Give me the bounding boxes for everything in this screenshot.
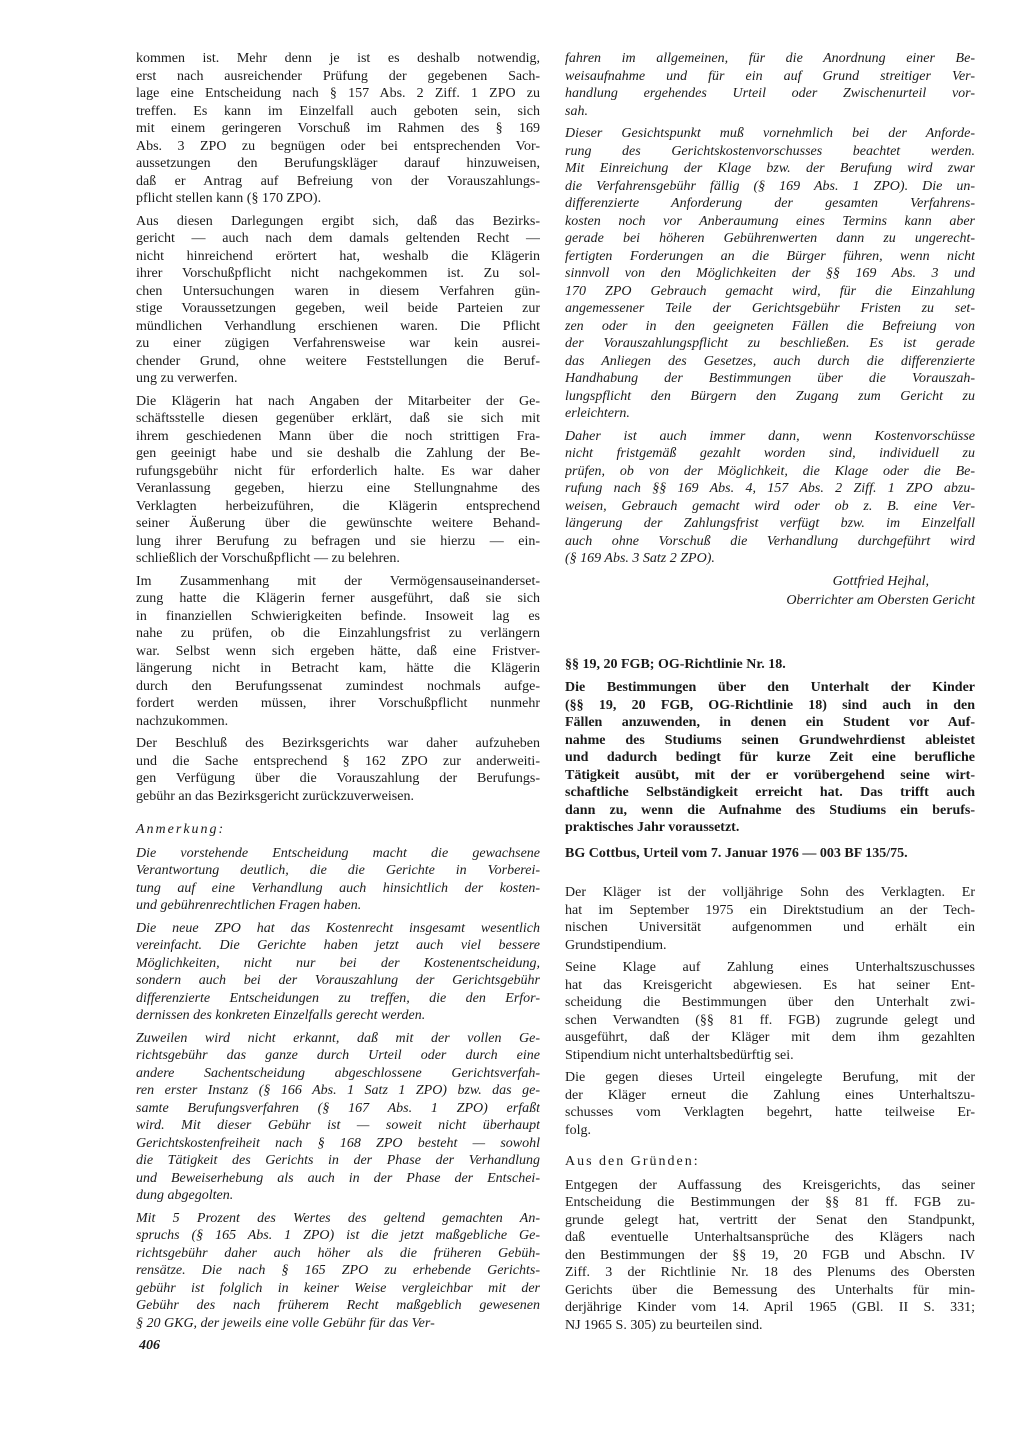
right-column <box>565 50 975 1339</box>
text-line: ihrem geschiedenen Mann über die noch strittigen Fra- <box>136 428 540 444</box>
text-line: differenzierte Anforderung der gesamten Verfahrens- <box>565 196 975 211</box>
text-line: Möglichkeiten, nicht nur bei der Kostenentscheidung, <box>136 955 540 971</box>
text-line: längerung nicht in Betracht kam, hätte die Klägerin <box>136 661 540 676</box>
text-line: grunde gelegt hat, vertritt der Senat den Standpunkt, <box>565 1212 975 1228</box>
decision-heading: §§ 19, 20 FGB; OG-Richtlinie Nr. 18. <box>565 656 786 672</box>
text-line: stige Voraussetzungen gegeben, weil beide Parteien zur <box>136 301 540 316</box>
text-line: lung ihrer Berufung zu befragen und sie hierzu — ein- <box>136 533 540 549</box>
text-line: nahe zu prüfen, ob die Einzahlungsfrist zu verlängern <box>136 626 540 641</box>
text-line: nicht hinreichend erörtert hat, weshalb die Klägerin <box>136 248 540 264</box>
text-line: längerung der Zahlungsfrist verfügt bzw. im Einzelfall <box>565 516 975 531</box>
text-line: aussetzungen den Berufungskläger darauf hinzuweisen, <box>136 156 540 171</box>
text-line: zen oder in den geeigneten Fällen die Befreiung von <box>565 318 975 334</box>
paragraph <box>136 50 540 208</box>
text-line: schaftliche Selbständigkeit erreicht hat. Das trifft auch <box>565 785 975 800</box>
paragraph <box>565 1177 975 1335</box>
text-line: auch ohne Vorschuß die Verhandlung durchgeführt wird <box>565 533 975 549</box>
anmerkung-continued <box>565 50 975 568</box>
text-line: NJ 1965 S. 305) zu beurteilen sind. <box>565 1317 763 1333</box>
text-line: Abs. 3 ZPO zu begnügen oder bei entsprechenden Vor- <box>136 138 540 154</box>
text-line: (§ 169 Abs. 3 Satz 2 ZPO). <box>565 551 715 566</box>
text-line: seiner Äußerung über die gewünschte weitere Behand- <box>136 516 540 531</box>
text-line: erst nach ausreichender Prüfung der gegebenen Sach- <box>136 68 540 84</box>
text-line: derjährige Kinder vom 14. April 1965 (GBl. II S. 331; <box>565 1300 975 1315</box>
text-line: hat im September 1975 ein Direktstudium an der Tech- <box>565 902 975 918</box>
paragraph <box>565 428 975 568</box>
paragraph <box>136 735 540 805</box>
text-line: spruchs (§ 165 Abs. 1 ZPO) ist die jetzt maßgebliche Ge- <box>136 1228 540 1243</box>
text-line: chen Untersuchungen waren in diesem Verfahren gün- <box>136 283 540 299</box>
text-line: Die Klägerin hat nach Angaben der Mitarbeiter der Ge- <box>136 393 540 409</box>
text-line: nischen Universität aufgenommen und erhält ein <box>565 920 975 935</box>
text-line: Dieser Gesichtspunkt muß vornehmlich bei der Anforde- <box>565 126 975 141</box>
text-line: nahme des Studiums seinen Grundwehrdienst ableistet <box>565 732 975 748</box>
text-line: nicht fristgemäß gezahlt worden sind, individuell zu <box>565 446 975 461</box>
text-line: Aus diesen Darlegungen ergibt sich, daß das Bezirks- <box>136 213 540 229</box>
text-line: schen Verwandten (§§ 81 ff. FGB) zugrunde gelegt und <box>565 1012 975 1028</box>
text-line: weisen, Gebrauch gemacht wird oder ob z. B. eine Ver- <box>565 498 975 514</box>
text-line: der Vorauszahlungspflicht zu beschließen. Es ist gerade <box>565 336 975 351</box>
text-line: tung auf eine Verhandlung auch hinsichtlich der kosten- <box>136 880 540 896</box>
text-line: lungspflicht den Bürgern den Zugang zum Gericht zu <box>565 388 975 404</box>
text-line: angemessener Teile der Gerichtsgebühr Fristen zu set- <box>565 301 975 316</box>
text-line: gericht — auch nach dem damals geltenden Recht — <box>136 231 540 246</box>
text-line: samte Berufungsverfahren (§ 167 Abs. 1 ZPO) erfaßt <box>136 1100 540 1116</box>
text-line: treffen. Es kann im Einzelfall auch geboten sein, sich <box>136 103 540 119</box>
text-line: dernissen des konkreten Einzelfalls gerecht werden. <box>136 1008 426 1023</box>
text-line: Der Beschluß des Bezirksgerichts war daher aufzuheben <box>136 736 540 751</box>
text-line: ausgeführt, daß der Kläger mit dem ihm gezahlten <box>565 1030 975 1045</box>
leitsatz <box>565 679 975 837</box>
text-line: Mit Einreichung der Klage bzw. der Berufung wird zwar <box>565 161 975 176</box>
text-line: die Verfahrensgebühr fällig (§ 169 Abs. 1 ZPO). Die un- <box>565 178 975 194</box>
text-line: zu einer zügigen Verfahrensweise war kein ausrei- <box>136 336 540 351</box>
court-line: BG Cottbus, Urteil vom 7. Januar 1976 — 003 BF 135/75. <box>565 845 908 861</box>
text-line: Entscheidung die Bestimmungen der §§ 81 ff. FGB zu- <box>565 1195 975 1210</box>
paragraph <box>565 959 975 1064</box>
text-line: handlung ergehendes Urteil oder Zwischenurteil vor- <box>565 86 975 101</box>
text-line: war. Selbst wenn sich ergeben hätte, daß eine Fristver- <box>136 643 540 659</box>
text-line: schließlich der Vorschußpflicht — zu belehren. <box>136 551 400 566</box>
text-line: ihrer Vorschußpflicht nicht nachgekommen ist. Zu sol- <box>136 266 540 281</box>
text-line: rensätze. Die nach § 165 ZPO zu erhebende Gerichts- <box>136 1263 540 1278</box>
text-line: dung abgegolten. <box>136 1188 234 1203</box>
text-line: sah. <box>565 103 588 119</box>
page-number: 406 <box>139 1338 160 1353</box>
text-line: Gerichts über die Bemessung des Unterhalts für min- <box>565 1282 975 1298</box>
text-line: schusses vom Verklagten begehrt, hatte teilweise Er- <box>565 1105 975 1120</box>
text-line: mit einem geringeren Vorschuß im Rahmen des § 169 <box>136 121 540 136</box>
text-line: prüfen, ob von der Möglichkeit, die Klage oder die Be- <box>565 463 975 479</box>
text-line: und gebührenrechtlichen Fragen haben. <box>136 898 362 913</box>
text-line: fertigten Forderungen an die Bürger führen, wenn nicht <box>565 248 975 264</box>
text-line: pflicht stellen kann (§ 170 ZPO). <box>136 191 322 206</box>
anmerkung-body <box>136 845 540 1333</box>
text-line: Verantwortung deutlich, die die Gerichte in Vorberei- <box>136 863 540 878</box>
text-line: nachzukommen. <box>136 713 229 729</box>
text-line: dann zu, wenn die Aufnahme des Studiums ein berufs- <box>565 802 975 818</box>
text-line: rufungsgebühr nicht für erforderlich halte. Es war daher <box>136 463 540 479</box>
text-line: Daher ist auch immer dann, wenn Kostenvorschüsse <box>565 428 975 444</box>
text-line: daß eventuelle Unterhaltsansprüche des Klägers nach <box>565 1230 975 1245</box>
text-line: die Tätigkeit des Gerichts in der Phase der Verhandlung <box>136 1153 540 1168</box>
text-line: scheidung die Bestimmungen über den Unterhalt zwi- <box>565 995 975 1010</box>
text-line: (§§ 19, 20 FGB, OG-Richtlinie 18) sind auch in den <box>565 697 975 713</box>
text-line: gebühr an das Bezirksgericht zurückzuverweisen. <box>136 788 414 804</box>
text-line: 170 ZPO Gebrauch gemacht wird, für die Einzahlung <box>565 283 975 299</box>
text-line: Die vorstehende Entscheidung macht die gewachsene <box>136 845 540 861</box>
text-line: andere Sachentscheidung abgeschlossene Gerichtsverfah- <box>136 1065 540 1081</box>
paragraph <box>136 1030 540 1205</box>
paragraph <box>565 884 975 954</box>
text-line: Die gegen dieses Urteil eingelegte Berufung, mit der <box>565 1070 975 1085</box>
text-line: hat das Kreisgericht abgewiesen. Es hat seiner Ent- <box>565 977 975 993</box>
text-line: Mit 5 Prozent des Wertes des geltend gemachten An- <box>136 1210 540 1226</box>
text-line: Veranlassung gegeben, hierzu eine Stellungnahme des <box>136 481 540 496</box>
case-body <box>565 884 975 1139</box>
text-line: Ziff. 3 der Richtlinie Nr. 18 des Plenums des Obersten <box>565 1265 975 1280</box>
text-line: ung zu verwerfen. <box>136 371 238 386</box>
text-line: schäftsstelle diesen gegenüber erklärt, daß sie sich mit <box>136 411 540 426</box>
paragraph <box>565 679 975 837</box>
text-line: gerade bei höheren Gebührenwerten dann zu ungerecht- <box>565 231 975 246</box>
text-line: ren erster Instanz (§ 166 Abs. 1 Satz 1 ZPO) bzw. das ge- <box>136 1083 540 1098</box>
text-line: rung des Gerichtskostenvorschusses beachtet werden. <box>565 143 975 159</box>
text-line: Zuweilen wird nicht erkannt, daß mit der vollen Ge- <box>136 1030 540 1046</box>
paragraph <box>136 573 540 731</box>
paragraph <box>136 1210 540 1333</box>
text-line: Grundstipendium. <box>565 937 667 953</box>
text-line: weisaufnahme und für ein auf Grund streitiger Ver- <box>565 68 975 84</box>
text-line: folg. <box>565 1122 592 1138</box>
text-line: vereinfacht. Die Gerichte haben jetzt auch viel bessere <box>136 938 540 953</box>
text-line: Stipendium nicht unterhaltsbedürftig sei. <box>565 1047 794 1063</box>
text-line: Gebühr des nach früherem Recht maßgeblich gewesenen <box>136 1298 540 1313</box>
text-line: zung hatte die Klägerin ferner ausgeführt, daß sie sich <box>136 591 540 606</box>
paragraph <box>565 50 975 120</box>
text-line: Tätigkeit ausübt, mit der er vorübergehend seine wirt- <box>565 767 975 783</box>
text-line: kommen ist. Mehr denn je ist es deshalb notwendig, <box>136 51 540 66</box>
text-line: das Anliegen des Gesetzes, auch durch die differenzierte <box>565 353 975 369</box>
text-line: und die Sache entsprechend § 162 ZPO zur anderweiti- <box>136 753 540 769</box>
paragraph <box>136 213 540 388</box>
paragraph <box>136 920 540 1025</box>
text-line: differenzierte Entscheidungen zu treffen, die den Erfor- <box>136 990 540 1006</box>
text-line: richtsgebühr das ganze durch Urteil oder durch eine <box>136 1048 540 1063</box>
paragraph <box>136 845 540 915</box>
text-line: lage eine Entscheidung nach § 157 Abs. 2 Ziff. 1 ZPO zu <box>136 86 540 101</box>
text-line: fahren im allgemeinen, für die Anordnung einer Be- <box>565 51 975 66</box>
text-line: mündlichen Verhandlung erschienen waren. Die Pflicht <box>136 318 540 334</box>
text-line: chender Grund, ohne weitere Feststellungen die Beruf- <box>136 353 540 369</box>
text-line: und dadurch bedingt für kurze Zeit eine berufliche <box>565 750 975 765</box>
paragraph <box>136 393 540 568</box>
text-line: erleichtern. <box>565 406 630 421</box>
text-line: Seine Klage auf Zahlung eines Unterhaltszuschusses <box>565 960 975 975</box>
text-line: gen geeinigt habe und sie deshalb die Zahlung der Be- <box>136 446 540 461</box>
text-line: und Beweiserhebung als auch in der Phase der Entschei- <box>136 1170 540 1186</box>
text-line: Im Zusammenhang mit der Vermögensauseinanderset- <box>136 573 540 589</box>
text-line: der Kläger erneut die Zahlung eines Unterhaltszu- <box>565 1087 975 1103</box>
text-line: praktisches Jahr voraussetzt. <box>565 820 740 835</box>
paragraph <box>565 1069 975 1139</box>
anmerkung-heading: Anmerkung: <box>136 822 226 837</box>
text-line: fordert werden müssen, ihrer Vorschußpflicht nunmehr <box>136 696 540 711</box>
text-line: daß er Antrag auf Befreiung von der Vorauszahlungs- <box>136 173 540 189</box>
text-line: Entgegen der Auffassung des Kreisgerichts, das seiner <box>565 1177 975 1193</box>
text-line: gen Verfügung über die Vorauszahlung der Berufungs- <box>136 771 540 786</box>
text-line: kosten noch vor Anberaumung eines Termins kann aber <box>565 213 975 229</box>
text-line: Fällen anzuwenden, in denen ein Student vor Auf- <box>565 715 975 730</box>
signature-name: Gottfried Hejhal, <box>832 573 929 589</box>
text-line: rufung nach §§ 169 Abs. 4, 157 Abs. 2 Ziff. 1 ZPO abzu- <box>565 481 975 496</box>
signature-title: Oberrichter am Obersten Gericht <box>786 593 975 608</box>
text-line: wird. Mit dieser Gebühr ist — soweit nicht überhaupt <box>136 1118 540 1133</box>
text-line: § 20 GKG, der jeweils eine volle Gebühr für das Ver- <box>136 1315 435 1331</box>
paragraph <box>565 125 975 423</box>
text-line: sinnvoll von den Möglichkeiten der §§ 169 Abs. 3 und <box>565 266 975 281</box>
text-line: Handhabung der Bestimmungen über die Vorauszah- <box>565 371 975 386</box>
gruende-body <box>565 1177 975 1335</box>
text-line: sondern auch bei der Vorauszahlung der Gerichtsgebühr <box>136 973 540 988</box>
text-line: Gerichtskostenfreiheit nach § 168 ZPO besteht — sowohl <box>136 1135 540 1151</box>
left-body <box>136 50 540 805</box>
text-line: Die neue ZPO hat das Kostenrecht insgesamt wesentlich <box>136 920 540 936</box>
gruende-heading: Aus den Gründen: <box>565 1154 700 1169</box>
text-line: Verklagten herbeizuführen, die Klägerin entsprechend <box>136 498 540 514</box>
text-line: durch den Berufungssenat zumindest nochmals aufge- <box>136 678 540 694</box>
text-line: in finanziellen Schwierigkeiten befinde. Insoweit lag es <box>136 608 540 624</box>
text-line: Der Kläger ist der volljährige Sohn des Verklagten. Er <box>565 885 975 900</box>
text-line: gebühr ist folglich in keiner Weise vergleichbar mit der <box>136 1280 540 1296</box>
left-column <box>136 50 540 1337</box>
text-line: den Bestimmungen der §§ 19, 20 FGB und Abschn. IV <box>565 1247 975 1263</box>
text-line: richtsgebühr daher auch höher als die früheren Gebüh- <box>136 1245 540 1261</box>
text-line: Die Bestimmungen über den Unterhalt der Kinder <box>565 680 975 695</box>
